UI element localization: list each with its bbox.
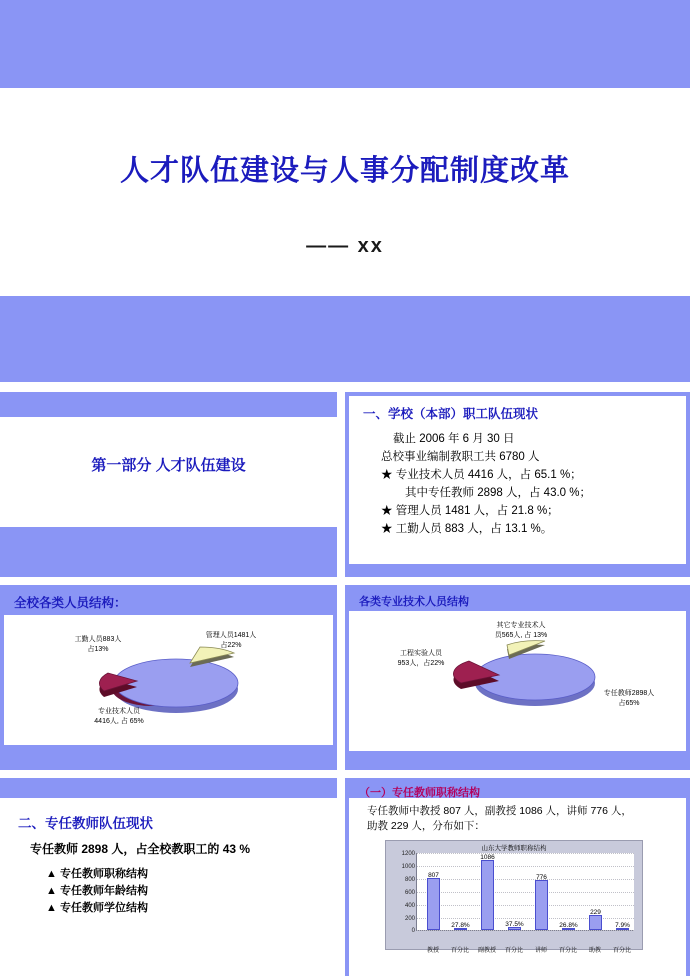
slide-teacher-status-heading: 二、专任教师队伍现状 xyxy=(18,816,153,831)
presentation-title: 人才队伍建设与人事分配制度改革 xyxy=(119,155,570,187)
slide-teacher-rank-heading: （一）专任教师职称结构 xyxy=(359,787,480,799)
slide-professional-pie xyxy=(345,585,690,770)
bar-value-assoc-professor-pct: 37.5% xyxy=(505,921,524,928)
bar-chart-plot xyxy=(401,851,634,954)
bar-xlabel-assoc-professor-pct: 百分比 xyxy=(504,948,523,954)
slide-part-one-title: 第一部分 人才队伍建设 xyxy=(91,457,246,474)
bar-professor-pct xyxy=(451,922,470,930)
teacher-list-item-0: ▲ 专任教师职称结构 xyxy=(46,868,148,880)
bar-ytick-600: 600 xyxy=(404,890,415,896)
bar-value-assistant: 229 xyxy=(590,909,601,916)
staff-line-0: 截止 2006 年 6 月 30 日 xyxy=(393,433,515,445)
bar-xlabel-lecturer-pct: 百分比 xyxy=(558,948,577,954)
slide-professional-pie-heading: 各类专业技术人员结构 xyxy=(359,596,469,608)
bar-professor-count xyxy=(427,872,440,930)
slide-teacher-status xyxy=(0,778,337,976)
pie-chart-professional xyxy=(349,611,686,751)
slide-teacher-status-line: 专任教师 2898 人，占全校教职工的 43 % xyxy=(30,842,251,856)
staff-line-2: ★ 专业技术人员 4416 人，占 65.1 %； xyxy=(381,469,582,481)
pie-label-other-professional: 其它专业技术人 员565人, 占 13% xyxy=(494,622,548,639)
slide-teacher-rank-text xyxy=(367,804,632,834)
bar-ytick-200: 200 xyxy=(404,916,415,922)
bar-ytick-400: 400 xyxy=(404,903,415,909)
bar-xlabel-lecturer: 讲师 xyxy=(534,948,547,954)
slide-staff-status-content xyxy=(381,430,591,538)
slide-staff-status xyxy=(345,392,690,577)
teacher-list-item-1: ▲ 专任教师年龄结构 xyxy=(46,885,148,897)
bar-ytick-1000: 1000 xyxy=(401,864,415,870)
bar-value-lecturer: 776 xyxy=(536,874,547,881)
staff-line-1: 总校事业编制教职工共 6780 人 xyxy=(381,451,540,463)
bar-value-professor: 807 xyxy=(428,872,439,879)
bar-ytick-1200: 1200 xyxy=(401,851,415,857)
slide-teacher-status-list xyxy=(46,866,148,917)
staff-line-3: 其中专任教师 2898 人，占 43.0 %； xyxy=(405,487,591,499)
staff-line-5: ★ 工勤人员 883 人，占 13.1 %。 xyxy=(381,523,553,535)
bar-value-assistant-pct: 7.9% xyxy=(615,922,630,929)
bar-value-lecturer-pct: 26.8% xyxy=(559,922,578,929)
pie-label-logistics: 工勤人员883人 占13% xyxy=(74,636,122,653)
slide-title xyxy=(0,0,690,382)
bar-ytick-0: 0 xyxy=(411,928,415,934)
staff-line-4: ★ 管理人员 1481 人，占 21.8 %； xyxy=(381,505,559,517)
bar-chart-teacher-rank xyxy=(385,840,643,954)
bar-assistant-pct xyxy=(615,922,630,930)
bar-xlabel-assoc-professor: 副教授 xyxy=(477,948,496,954)
teacher-rank-line-1: 助教 229 人，分布如下： xyxy=(367,820,485,832)
slide-teacher-rank xyxy=(345,778,690,976)
bar-xlabel-professor: 教授 xyxy=(426,948,439,954)
bar-lecturer-count xyxy=(535,874,548,930)
pie-label-full-time-teacher: 专任教师2898人 占65% xyxy=(603,690,655,707)
bar-chart-title: 山东大学教师职称结构 xyxy=(481,845,547,852)
slide-staff-status-heading: 一、学校（本部）职工队伍现状 xyxy=(363,407,539,421)
bar-value-professor-pct: 27.8% xyxy=(451,922,470,929)
slide-staff-pie xyxy=(0,585,337,770)
slide-part-one xyxy=(0,392,337,577)
title-white-band xyxy=(0,88,690,296)
bar-value-assoc-professor: 1086 xyxy=(480,854,495,861)
teacher-list-item-2: ▲ 专任教师学位结构 xyxy=(46,902,148,914)
slide-staff-pie-body xyxy=(4,615,333,745)
bar-assoc-professor-pct xyxy=(505,921,524,930)
bar-xlabel-assistant: 助教 xyxy=(588,948,601,954)
bar-assistant-count xyxy=(589,909,602,930)
slide-professional-pie-body xyxy=(349,611,686,751)
bar-xlabel-professor-pct: 百分比 xyxy=(450,948,469,954)
pie-chart-staff xyxy=(4,615,333,745)
teacher-rank-line-0: 专任教师中教授 807 人，副教授 1086 人，讲师 776 人， xyxy=(367,805,632,817)
bar-xlabel-assistant-pct: 百分比 xyxy=(612,948,631,954)
bar-assoc-professor-count xyxy=(480,854,495,930)
slide-staff-pie-heading: 全校各类人员结构： xyxy=(14,596,127,610)
pie-label-professional: 专业技术人员 4416人, 占 65% xyxy=(94,708,144,725)
bar-lecturer-pct xyxy=(559,922,578,930)
pie-label-engineering: 工程实验人员 953人，占22% xyxy=(397,650,445,667)
presentation-subtitle: —— xx xyxy=(306,235,384,257)
bar-ytick-800: 800 xyxy=(404,877,415,883)
pie-label-management: 管理人员1481人 占22% xyxy=(205,632,257,649)
